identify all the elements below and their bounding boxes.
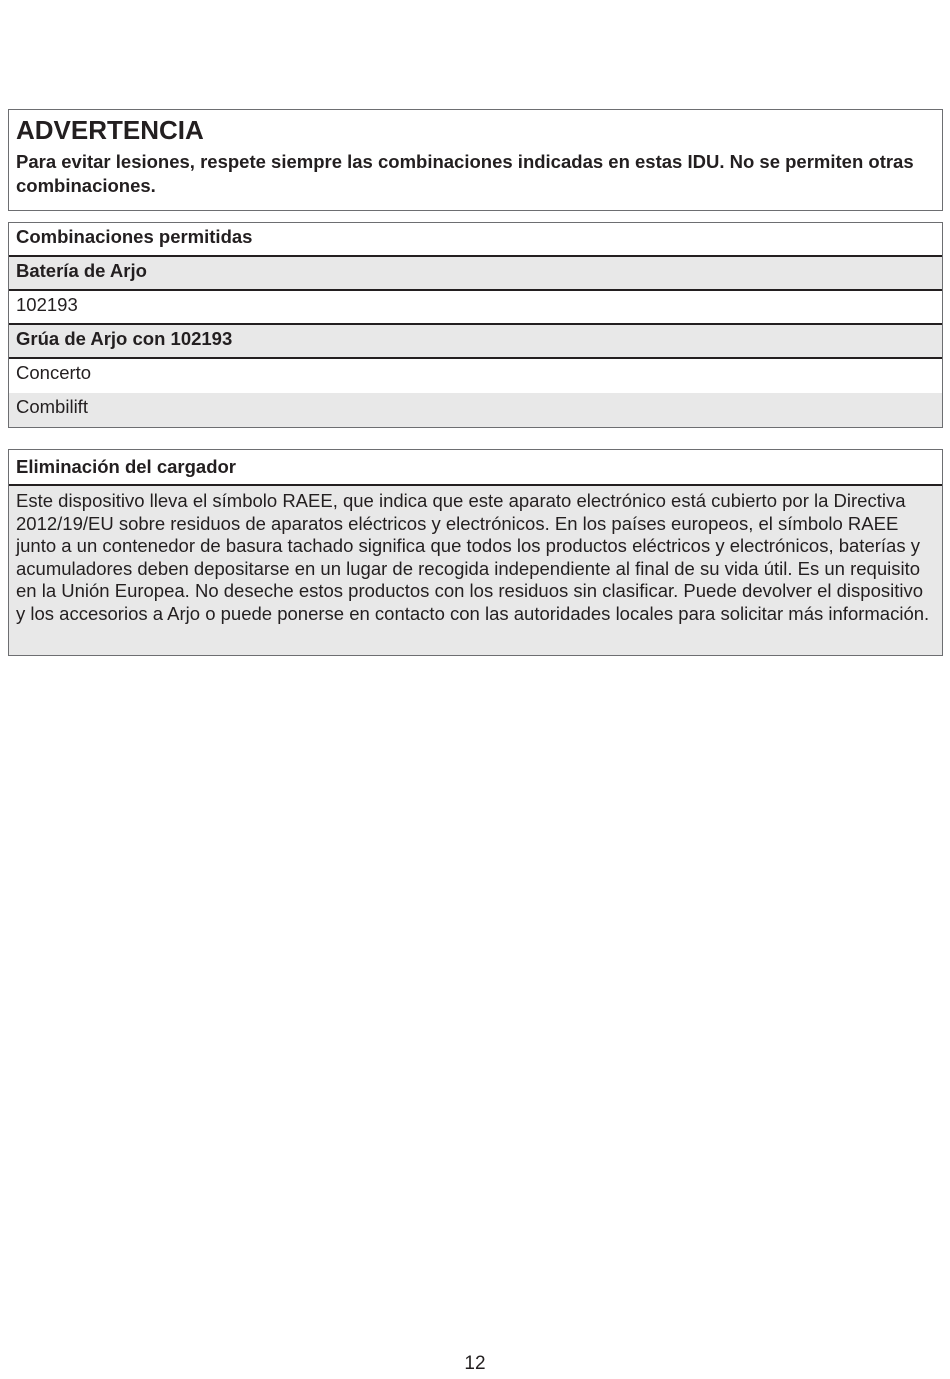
disposal-heading: Eliminación del cargador: [9, 450, 942, 486]
warning-text: Para evitar lesiones, respete siempre las combinaciones indicadas en estas IDU. No se permiten otras combinaciones.: [16, 151, 914, 196]
disposal-text: Este dispositivo lleva el símbolo RAEE, que indica que este aparato electrónico está cubierto por la Directiva 2012/19/EU sobre residuos de aparatos eléctricos y electrónicos. En los países europeos, el símbolo RAEE junto a un contenedor de basura tachado significa que todos los productos eléctricos y electrónicos, baterías y acumuladores deben depositarse en un lugar de recogida independiente al final de su vida útil. Es un requisito en la Unión Europea. No deseche estos productos con los residuos sin clasificar. Puede devolver el dispositivo y los accesorios a Arjo o puede ponerse en contacto con las autoridades locales para solicitar más información.: [9, 486, 942, 655]
combinations-table: [8, 222, 943, 428]
battery-value: 102193: [9, 291, 942, 325]
lift-heading: Grúa de Arjo con 102193: [9, 325, 942, 359]
warning-title: ADVERTENCIA: [16, 115, 204, 145]
disposal-box: [8, 449, 943, 656]
battery-heading: Batería de Arjo: [9, 257, 942, 291]
lift-item: Concerto: [9, 359, 942, 393]
page-number: 12: [464, 1353, 486, 1374]
combinations-header: Combinaciones permitidas: [9, 223, 942, 257]
lift-item: Combilift: [9, 393, 942, 427]
warning-box: [8, 109, 943, 211]
